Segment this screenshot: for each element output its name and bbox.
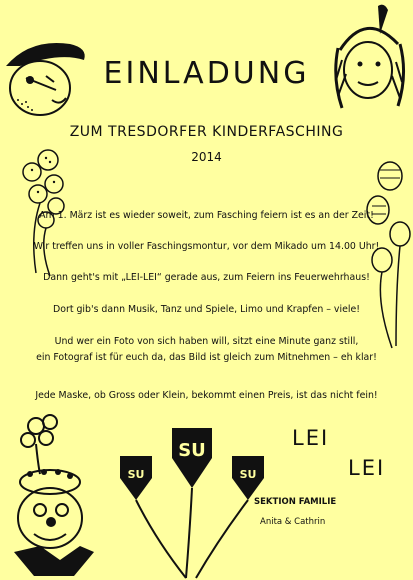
body-line-7: Jede Maske, ob Gross oder Klein, bekommt einen Preis, ist das nicht fein!	[35, 390, 378, 401]
invitation-title: EINLADUNG	[103, 56, 310, 91]
su-logo-illustration	[112, 418, 272, 580]
balloons-right-illustration	[360, 160, 413, 350]
su-logo-center-text: SU	[178, 440, 206, 461]
balloons-left-illustration	[10, 148, 70, 278]
event-subtitle: ZUM TRESDORFER KINDERFASCHING	[69, 124, 344, 140]
slogan-lei-2: LEI	[348, 456, 386, 480]
body-line-1: Am 1. März ist es wieder soweit, zum Fasching feiern ist es an der Zeit!	[39, 210, 374, 221]
body-line-2: Wir treffen uns in voller Faschingsmontur, vor dem Mikado um 14.00 Uhr!	[33, 241, 380, 252]
slogan-lei-1: LEI	[292, 426, 330, 450]
indian-face-illustration	[320, 0, 413, 120]
event-year: 2014	[191, 150, 222, 164]
body-line-4: Dort gib's dann Musik, Tanz und Spiele, Limo und Krapfen – viele!	[53, 304, 360, 315]
body-line-6: ein Fotograf ist für euch da, das Bild ist gleich zum Mitnehmen – eh klar!	[36, 352, 377, 363]
signature-section: SEKTION FAMILIE	[254, 497, 337, 507]
su-logo-right-text: SU	[239, 468, 257, 481]
signature-names: Anita & Cathrin	[260, 517, 326, 527]
pirate-face-illustration	[0, 30, 90, 120]
su-logo-left-text: SU	[127, 468, 145, 481]
clown-illustration	[0, 412, 120, 580]
body-line-5: Und wer ein Foto von sich haben will, sitzt eine Minute ganz still,	[54, 336, 359, 347]
body-line-3: Dann geht's mit „LEI-LEI“ gerade aus, zum Feiern ins Feuerwehrhaus!	[43, 272, 370, 283]
